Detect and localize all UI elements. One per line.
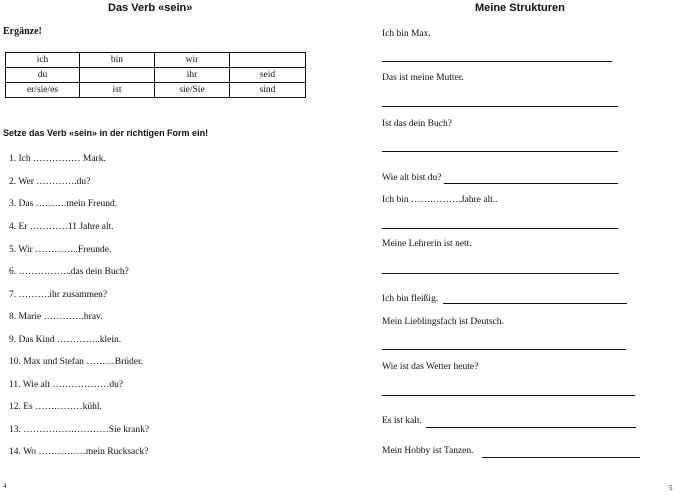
table-cell: ich: [6, 53, 80, 68]
exercise-item: 14. Wo ……………mein Rucksack?: [9, 447, 149, 457]
page-number-left: 4: [3, 482, 7, 490]
table-cell: sie/Sie: [155, 83, 230, 98]
structure-item: Das ist meine Mutter.: [382, 73, 464, 83]
exercise-item: 1. Ich …………… Mark.: [9, 154, 106, 164]
table-cell-blank[interactable]: [230, 53, 306, 68]
structure-item: Ich bin Max.: [382, 29, 431, 39]
structure-item: Wie ist das Wetter heute?: [382, 362, 479, 372]
answer-line[interactable]: [426, 427, 636, 428]
exercise-item: 9. Das Kind …………..klein.: [9, 335, 122, 345]
answer-line[interactable]: [382, 228, 618, 229]
table-row: [6, 68, 306, 83]
exercise-item: 12. Es ……………kühl.: [9, 402, 102, 412]
instruction-fill-in: Setze das Verb «sein» in der richtigen Form ein!: [3, 128, 209, 138]
structure-item: Ist das dein Buch?: [382, 119, 452, 129]
answer-line[interactable]: [482, 457, 640, 458]
structure-item: Es ist kalt.: [382, 416, 422, 426]
structure-item: Ich bin fleißig.: [382, 294, 439, 304]
answer-line[interactable]: [443, 303, 627, 304]
structure-item: Wie alt bist du?: [382, 173, 442, 183]
answer-line[interactable]: [382, 106, 618, 107]
structure-item: Meine Lehrerin ist nett.: [382, 239, 472, 249]
table-cell: bin: [80, 53, 155, 68]
answer-line[interactable]: [382, 61, 612, 62]
structure-item: Ich bin …………….Jahre alt..: [382, 195, 498, 205]
table-row: [6, 83, 306, 98]
answer-line[interactable]: [382, 349, 626, 350]
exercise-item: 2. Wer ………….du?: [9, 177, 91, 187]
answer-line[interactable]: [382, 395, 635, 396]
exercise-item: 5. Wir …………..Freunde.: [9, 245, 112, 255]
table-cell: er/sie/es: [6, 83, 80, 98]
table-cell: sind: [230, 83, 306, 98]
table-cell: ihr: [155, 68, 230, 83]
exercise-item: 11. Wie alt ………………du?: [9, 380, 124, 390]
page-number-right: 5: [669, 484, 673, 492]
table-cell: ist: [80, 83, 155, 98]
answer-line[interactable]: [444, 183, 618, 184]
conjugation-table: [5, 52, 306, 98]
answer-line[interactable]: [382, 151, 618, 152]
table-row: [6, 53, 306, 68]
table-cell: wir: [155, 53, 230, 68]
left-page-title: Das Verb «sein»: [108, 2, 193, 14]
table-cell-blank[interactable]: [80, 68, 155, 83]
answer-line[interactable]: [382, 273, 619, 274]
exercise-item: 10. Max und Stefan ………Brüder.: [9, 357, 144, 367]
exercise-item: 13. ………………………Sie krank?: [9, 425, 150, 435]
table-cell: seid: [230, 68, 306, 83]
table-cell: du: [6, 68, 80, 83]
right-page-title: Meine Strukturen: [475, 2, 565, 14]
exercise-item: 8. Marie ………….brav.: [9, 312, 103, 322]
exercise-item: 6. ……………..das dein Buch?: [9, 267, 129, 277]
structure-item: Mein Hobby ist Tanzen.: [382, 446, 474, 456]
exercise-item: 4. Er …………11 Jahre alt.: [9, 222, 114, 232]
exercise-item: 3. Das ……….mein Freund.: [9, 199, 118, 209]
structure-item: Mein Lieblingsfach ist Deutsch.: [382, 317, 504, 327]
instruction-complete: Ergänze!: [3, 26, 42, 37]
exercise-item: 7. ……….ihr zusammen?: [9, 290, 108, 300]
